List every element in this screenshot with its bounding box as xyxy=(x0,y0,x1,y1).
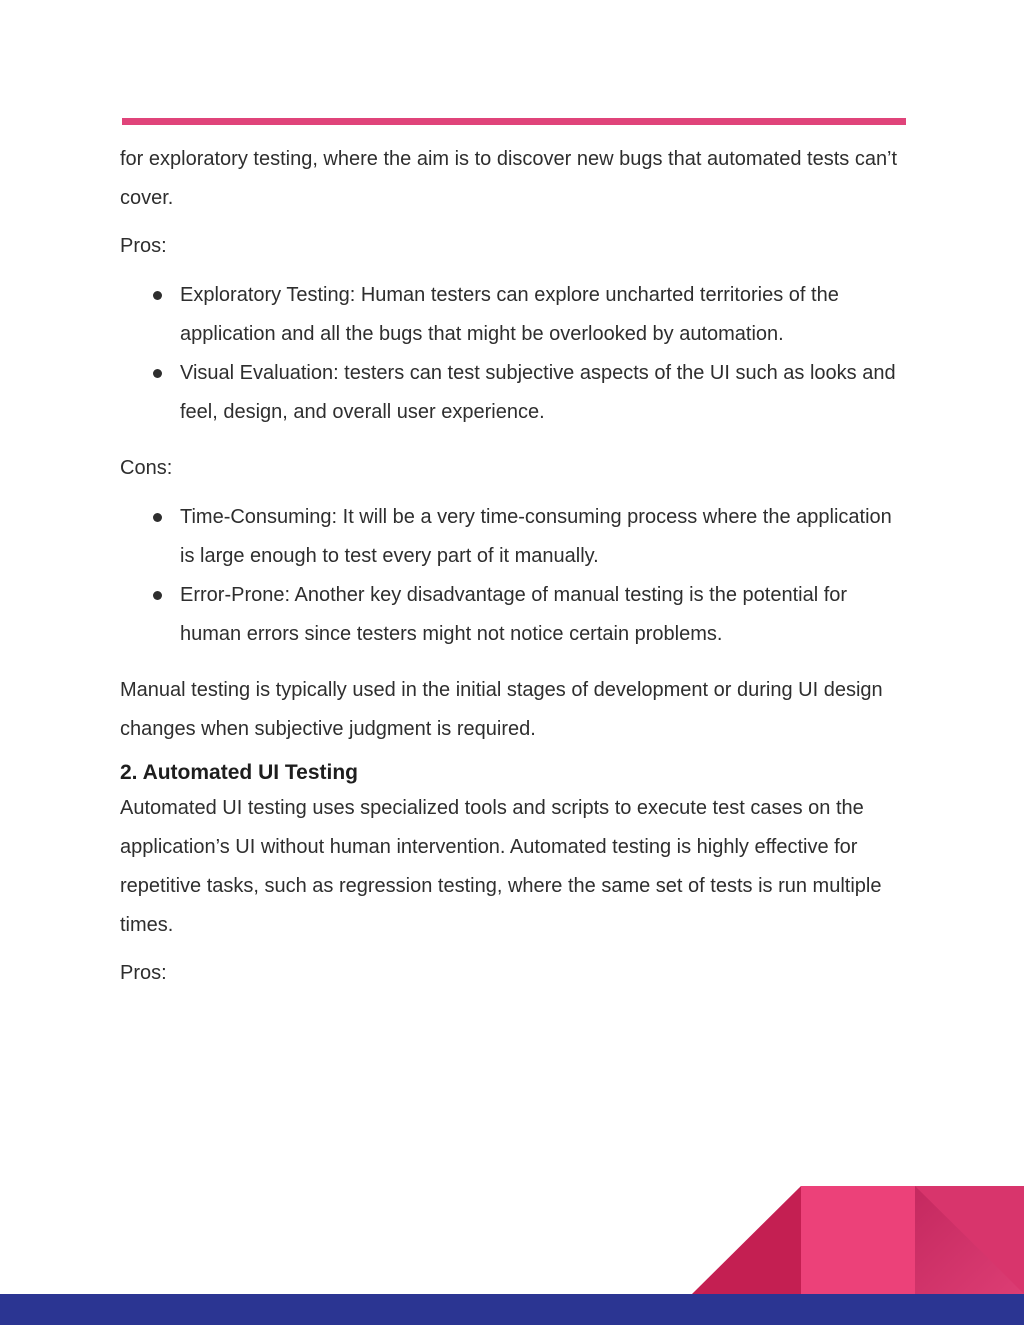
deco-block-middle xyxy=(801,1186,915,1294)
footer-bar xyxy=(0,1294,1024,1325)
list-item: Visual Evaluation: testers can test subjective aspects of the UI such as looks and feel, design, and overall user experience. xyxy=(120,354,910,432)
automated-body-paragraph: Automated UI testing uses specialized tools and scripts to execute test cases on the application’s UI without human intervention. Automated testing is highly effective for repetitive tasks, such as regression testing, where the same set of tests is run multiple times. xyxy=(120,797,882,936)
automated-pros-label: Pros: xyxy=(120,962,167,984)
manual-closing-paragraph: Manual testing is typically used in the initial stages of development or during UI design changes when subjective judgment is required. xyxy=(120,679,883,740)
list-item: Exploratory Testing: Human testers can explore uncharted territories of the application and all the bugs that might be overlooked by automation. xyxy=(120,276,910,354)
intro-paragraph: for exploratory testing, where the aim is to discover new bugs that automated tests can’t cover. xyxy=(120,148,898,209)
manual-pros-label: Pros: xyxy=(120,235,167,257)
deco-triangle-left xyxy=(692,1186,801,1294)
list-item: Time-Consuming: It will be a very time-consuming process where the application is large enough to test every part of it manually. xyxy=(120,498,910,576)
section-heading-automated: 2. Automated UI Testing xyxy=(120,761,359,784)
manual-cons-label: Cons: xyxy=(120,457,173,479)
list-item: Error-Prone: Another key disadvantage of manual testing is the potential for human errors since testers might not notice certain problems. xyxy=(120,576,910,654)
